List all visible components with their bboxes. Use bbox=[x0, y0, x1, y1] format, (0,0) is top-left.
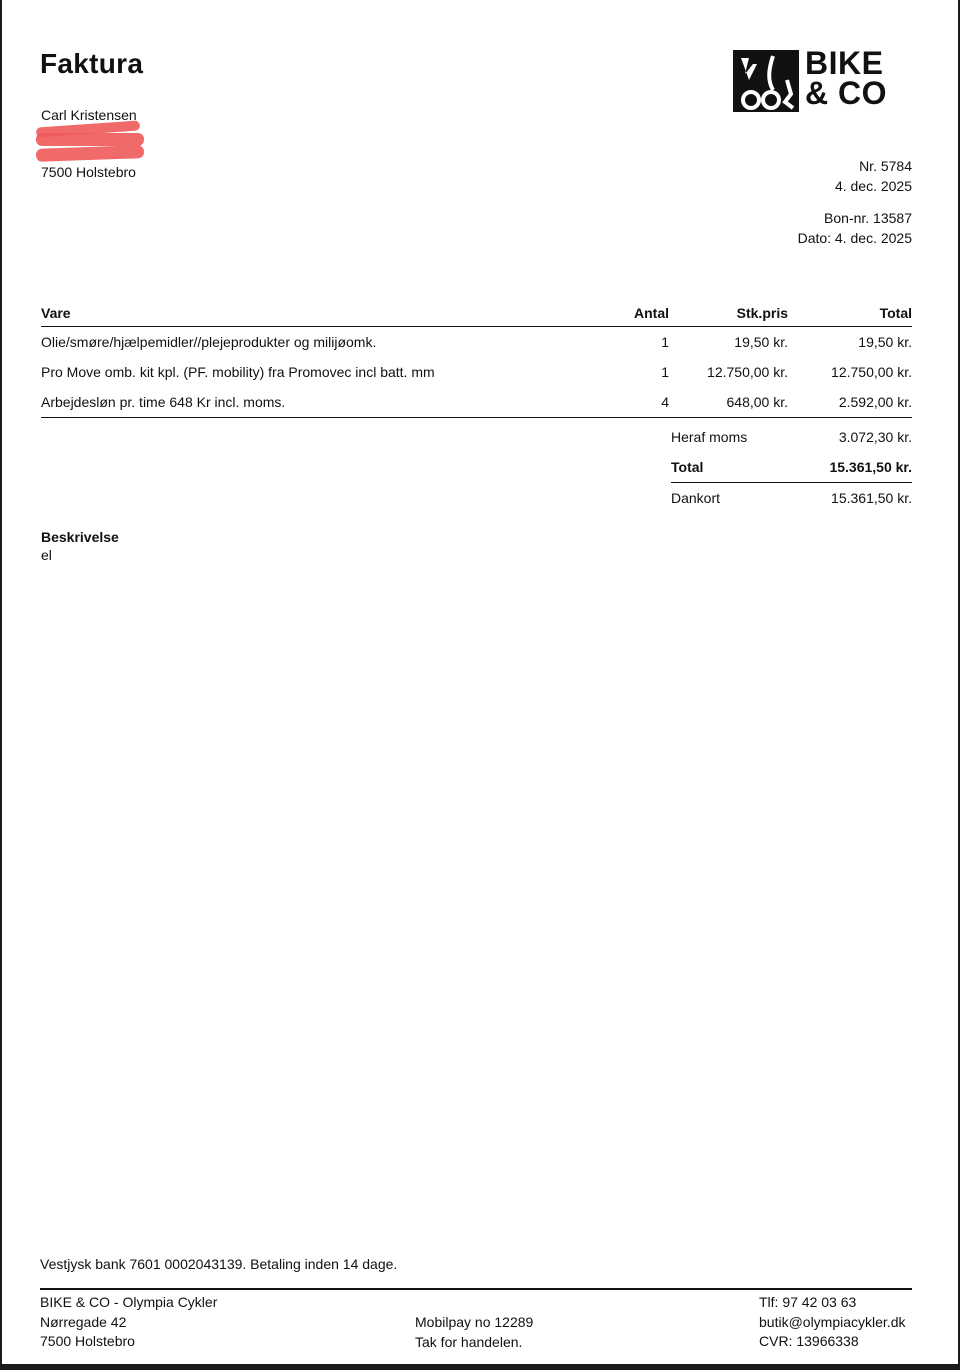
description-heading: Beskrivelse bbox=[41, 529, 119, 545]
cell-item: Arbejdesløn pr. time 648 Kr incl. moms. bbox=[41, 387, 601, 418]
cell-qty: 4 bbox=[601, 387, 669, 418]
payment-label: Dankort bbox=[671, 490, 721, 506]
totals-block bbox=[671, 422, 912, 513]
footer-mobilepay: Mobilpay no 12289 bbox=[415, 1314, 534, 1330]
footer-payment-info bbox=[415, 1313, 533, 1352]
customer-name: Carl Kristensen bbox=[41, 107, 137, 123]
invoice-meta bbox=[798, 156, 912, 248]
footer-cvr: CVR: 13966338 bbox=[759, 1333, 859, 1349]
footer-phone: Tlf: 97 42 03 63 bbox=[759, 1294, 857, 1310]
total-row bbox=[671, 452, 912, 483]
cell-unit-price: 648,00 kr. bbox=[669, 387, 788, 418]
bicycle-logo-icon bbox=[733, 50, 799, 112]
description-text: el bbox=[41, 547, 52, 563]
vat-label: Heraf moms bbox=[671, 429, 748, 445]
cell-unit-price: 12.750,00 kr. bbox=[707, 364, 788, 380]
invoice-number: Nr. 5784 bbox=[859, 158, 912, 174]
footer-company-address bbox=[40, 1293, 217, 1352]
cell-item: Pro Move omb. kit kpl. (PF. mobility) fra Promovec incl batt. mm bbox=[41, 364, 435, 380]
receipt-number: Bon-nr. 13587 bbox=[824, 210, 912, 226]
logo-line-1: BIKE bbox=[805, 45, 884, 81]
table-row bbox=[41, 387, 912, 418]
footer-company: BIKE & CO - Olympia Cykler bbox=[40, 1294, 218, 1310]
table-row bbox=[41, 357, 912, 387]
header-qty: Antal bbox=[601, 300, 669, 327]
header-unit-price: Stk.pris bbox=[669, 300, 788, 327]
receipt-date: Dato: 4. dec. 2025 bbox=[797, 230, 912, 246]
vat-value: 3.072,30 kr. bbox=[838, 429, 912, 445]
document-title: Faktura bbox=[40, 48, 144, 79]
vat-row bbox=[671, 422, 912, 452]
payment-row bbox=[671, 483, 912, 513]
cell-total: 2.592,00 kr. bbox=[788, 387, 912, 418]
header-total: Total bbox=[788, 300, 912, 327]
table-header-row bbox=[41, 300, 912, 327]
footer-thanks: Tak for handelen. bbox=[415, 1333, 523, 1350]
page-border-bottom bbox=[0, 1364, 960, 1370]
footer-city: 7500 Holstebro bbox=[40, 1333, 135, 1349]
invoice-date: 4. dec. 2025 bbox=[834, 178, 912, 194]
payment-value: 15.361,50 kr. bbox=[831, 490, 912, 506]
footer-street: Nørregade 42 bbox=[40, 1313, 127, 1330]
redaction-mark bbox=[36, 133, 144, 146]
cell-unit-price: 19,50 kr. bbox=[734, 334, 788, 350]
cell-total: 19,50 kr. bbox=[858, 334, 912, 350]
footer-email: butik@olympiacykler.dk bbox=[759, 1313, 906, 1330]
logo-wordmark bbox=[805, 45, 887, 111]
cell-total: 12.750,00 kr. bbox=[831, 364, 912, 380]
cell-qty: 1 bbox=[661, 364, 669, 380]
footer-divider bbox=[40, 1288, 912, 1290]
table-row bbox=[41, 327, 912, 358]
footer-contact bbox=[759, 1293, 906, 1352]
header-item: Vare bbox=[41, 300, 601, 327]
page-border-left bbox=[0, 0, 2, 1370]
customer-city: 7500 Holstebro bbox=[41, 164, 136, 180]
description-section bbox=[41, 528, 119, 564]
company-logo bbox=[733, 45, 911, 114]
bank-payment-terms: Vestjysk bank 7601 0002043139. Betaling inden 14 dage. bbox=[40, 1256, 398, 1272]
total-label: Total bbox=[671, 459, 704, 475]
total-value: 15.361,50 kr. bbox=[829, 459, 912, 475]
cell-qty: 1 bbox=[661, 334, 669, 350]
line-items-table bbox=[41, 300, 912, 418]
cell-item: Olie/smøre/hjælpemidler//plejeprodukter og milijøomk. bbox=[41, 334, 377, 350]
logo-line-2: & CO bbox=[805, 75, 887, 111]
